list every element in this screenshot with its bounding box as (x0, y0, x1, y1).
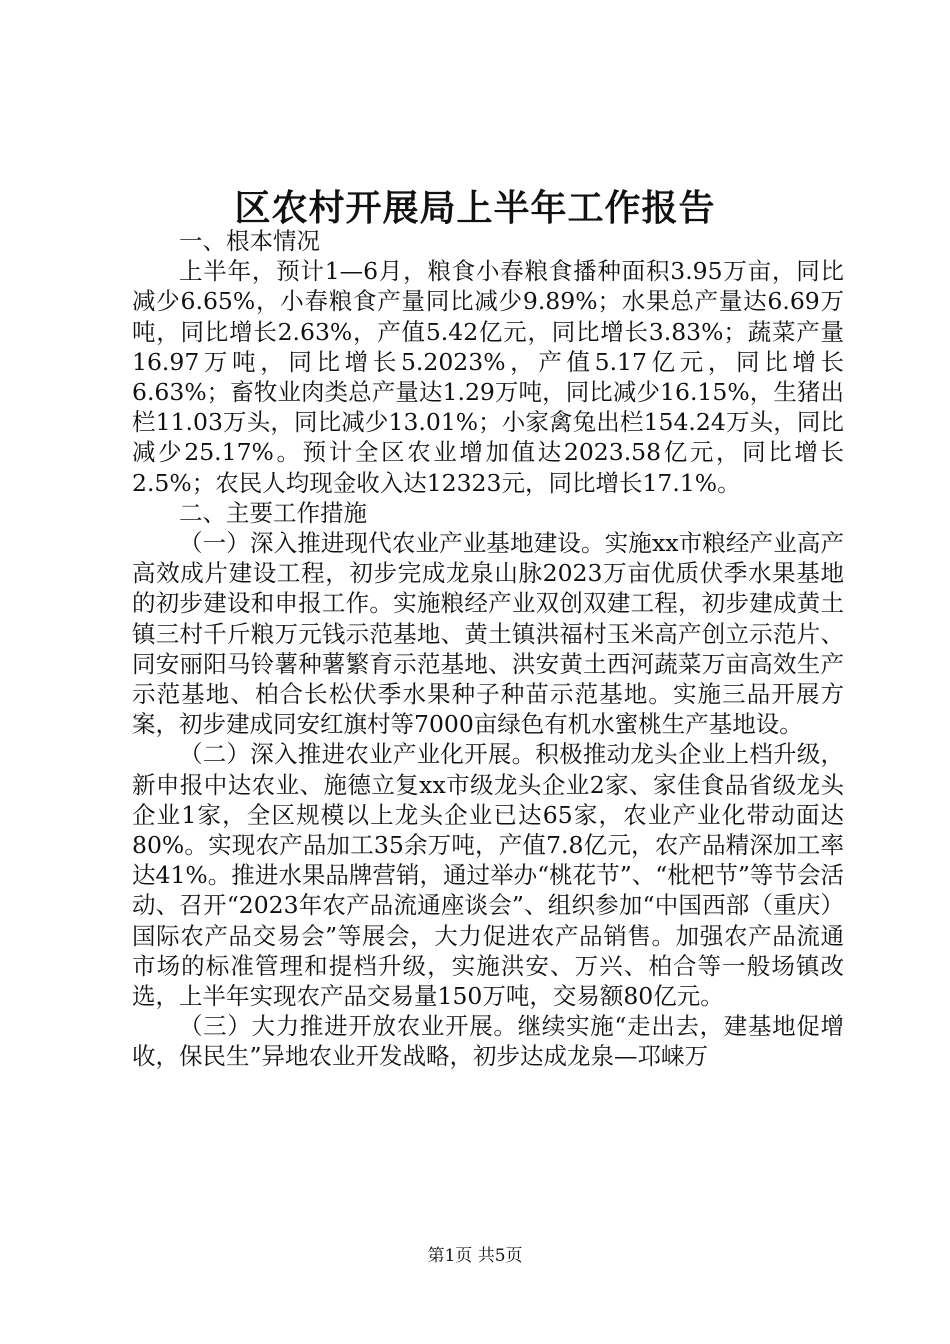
paragraph-basic-situation: 上半年，预计1—6月，粮食小春粮食播种面积3.95万亩，同比减少6.65%，小春粮食产量同比减少9.89%；水果总产量达6.69万吨，同比增长2.63%，产值5.42亿元，同比增长3.83%；蔬菜产量16.97万吨，同比增长5.2023%，产值5.17亿元，同比增长6.63%；畜牧业肉类总产量达1.29万吨，同比减少16.15%，生猪出栏11.03万头，同比减少13.01%；小家禽兔出栏154.24万头，同比减少25.17%。预计全区农业增加值达2023.58亿元，同比增长2.5%；农民人均现金收入达12323元，同比增长17.1%。 (132, 257, 844, 497)
page-footer: 第1页 共5页 (427, 1246, 523, 1266)
section-heading-measures: 二、主要工作措施 (179, 498, 367, 527)
paragraph-measure-1: （一）深入推进现代农业产业基地建设。实施xx市粮经产业高产高效成片建设工程，初步完成龙泉山脉2023万亩优质伏季水果基地的初步建设和申报工作。实施粮经产业双创双建工程，初步建成黄土镇三村千斤粮万元钱示范基地、黄土镇洪福村玉米高产创立示范片、同安丽阳马铃薯种薯繁育示范基地、洪安黄土西河蔬菜万亩高效生产示范基地、柏合长松伏季水果种子种苗示范基地。实施三品开展方案，初步建成同安红旗村等7000亩绿色有机水蜜桃生产基地设。 (132, 529, 844, 739)
paragraph-measure-2: （二）深入推进农业产业化开展。积极推动龙头企业上档升级，新申报中达农业、施德立复xx市级龙头企业2家、家佳食品省级龙头企业1家，全区规模以上龙头企业已达65家，农业产业化带动面达80%。实现农产品加工35余万吨，产值7.8亿元，农产品精深加工率达41%。推进水果品牌营销，通过举办“桃花节”、“枇杷节”等节会活动、召开“2023年农产品流通座谈会”、组织参加“中国西部（重庆）国际农产品交易会”等展会，大力促进农产品销售。加强农产品流通市场的标准管理和提档升级，实施洪安、万兴、柏合等一般场镇改选，上半年实现农产品交易量150万吨，交易额80亿元。 (132, 740, 844, 1011)
paragraph-measure-3: （三）大力推进开放农业开展。继续实施“走出去，建基地促增收，保民生”异地农业开发战略，初步达成龙泉—邛崃万 (132, 1012, 844, 1071)
document-body (132, 226, 844, 1072)
section-heading-basic: 一、根本情况 (179, 227, 320, 255)
document-title: 区农村开展局上半年工作报告 (234, 187, 716, 229)
